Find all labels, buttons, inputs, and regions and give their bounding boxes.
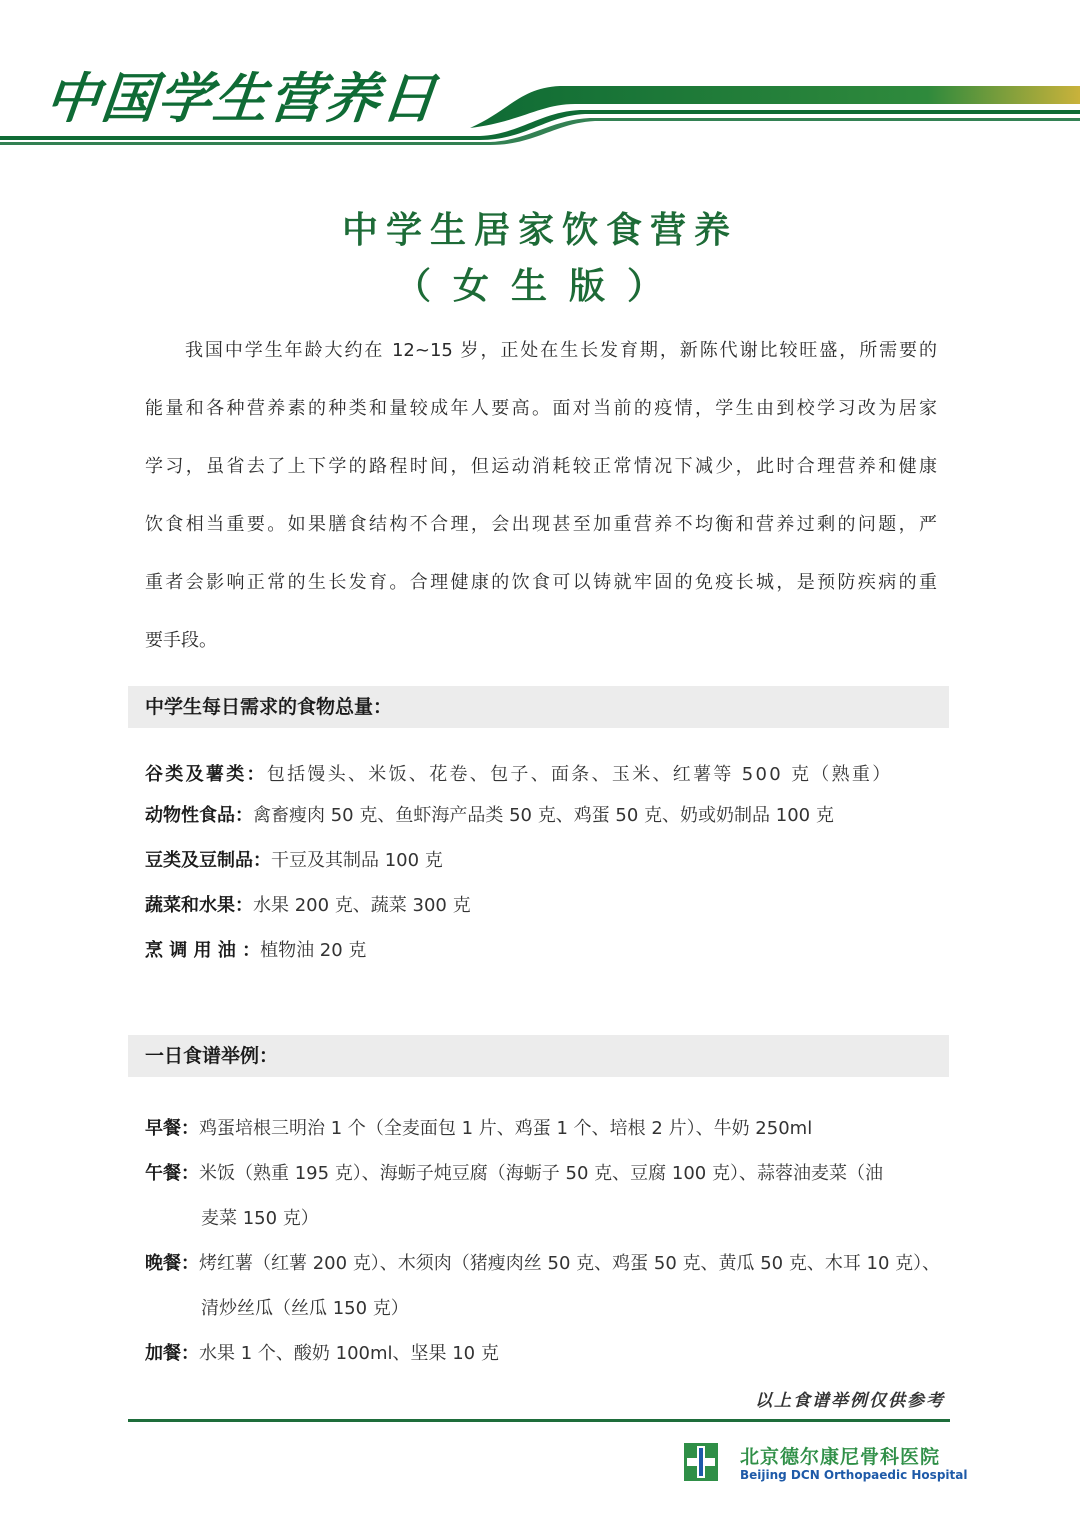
food-item [145, 891, 945, 917]
food-item [145, 846, 945, 872]
food-item [145, 936, 945, 962]
food-value: 包括馒头、米饭、花卷、包子、面条、玉米、红薯等 500 克（熟重） [266, 764, 893, 785]
intro-line: 我国中学生年龄大约在 12~15 岁，正处在生长发育期，新陈代谢比较旺盛，所需要的 [185, 340, 937, 361]
intro-paragraph [145, 322, 937, 670]
intro-line: 能量和各种营养素的种类和量较成年人要高。面对当前的疫情，学生由到校学习改为居家 [145, 398, 937, 419]
meal-label: 晚餐： [145, 1253, 199, 1274]
meal-dinner-continued: 清炒丝瓜（丝瓜 150 克） [201, 1298, 409, 1319]
food-value: 水果 200 克、蔬菜 300 克 [253, 895, 471, 916]
menu-heading: 一日食谱举例： [145, 1045, 279, 1067]
meal-label: 午餐： [145, 1163, 199, 1184]
food-label: 动物性食品： [145, 805, 253, 826]
intro-line: 学习，虽省去了上下学的路程时间，但运动消耗较正常情况下减少，此时合理营养和健康 [145, 456, 937, 477]
intro-line: 重者会影响正常的生长发育。合理健康的饮食可以铸就牢固的免疫长城，是预防疾病的重 [145, 572, 937, 593]
document-title: 中学生居家饮食营养 [341, 209, 738, 251]
daily-needs-heading-bar [128, 686, 949, 728]
meal-value: 水果 1 个、酸奶 100ml、坚果 10 克 [199, 1343, 499, 1364]
header-banner [0, 0, 1080, 160]
food-item [145, 801, 945, 827]
meal-breakfast [145, 1114, 945, 1140]
meal-value: 鸡蛋培根三明治 1 个（全麦面包 1 片、鸡蛋 1 个、培根 2 片）、牛奶 250ml [199, 1118, 813, 1139]
food-label: 豆类及豆制品： [145, 850, 271, 871]
food-label: 谷类及薯类： [145, 764, 267, 785]
hospital-name-cn: 北京德尔康尼骨科医院 [740, 1446, 941, 1468]
food-label: 烹 调 用 油 ： [145, 940, 261, 961]
intro-line: 要手段。 [145, 630, 217, 651]
meal-dinner [145, 1249, 945, 1275]
food-value: 植物油 20 克 [260, 940, 367, 961]
menu-note: 以上食谱举例仅供参考 [755, 1391, 945, 1411]
meal-label: 加餐： [145, 1343, 199, 1364]
meal-value: 烤红薯（红薯 200 克）、木须肉（猪瘦肉丝 50 克、鸡蛋 50 克、黄瓜 50 克、木耳 10 克）、 [199, 1253, 941, 1274]
food-value: 干豆及其制品 100 克 [271, 850, 443, 871]
meal-value: 米饭（熟重 195 克）、海蛎子炖豆腐（海蛎子 50 克、豆腐 100 克）、蒜蓉油麦菜（油 [199, 1163, 883, 1184]
menu-heading-bar [128, 1035, 949, 1077]
food-item [145, 760, 945, 786]
daily-needs-heading: 中学生每日需求的食物总量： [145, 696, 393, 718]
banner-title: 中国学生营养日 [42, 67, 441, 130]
intro-line: 饮食相当重要。如果膳食结构不合理，会出现甚至加重营养不均衡和营养过剩的问题，严 [145, 514, 937, 535]
document-subtitle: （女生版） [394, 265, 685, 307]
hospital-name-en: Beijing DCN Orthopaedic Hospital [740, 1468, 968, 1482]
hospital-logo-icon [684, 1443, 718, 1481]
meal-snack [145, 1339, 945, 1365]
food-value: 禽畜瘦肉 50 克、鱼虾海产品类 50 克、鸡蛋 50 克、奶或奶制品 100 克 [253, 805, 834, 826]
meal-lunch-continued: 麦菜 150 克） [201, 1208, 319, 1229]
meal-lunch [145, 1159, 945, 1185]
meal-label: 早餐： [145, 1118, 199, 1139]
food-label: 蔬菜和水果： [145, 895, 253, 916]
footer-divider [128, 1419, 950, 1422]
